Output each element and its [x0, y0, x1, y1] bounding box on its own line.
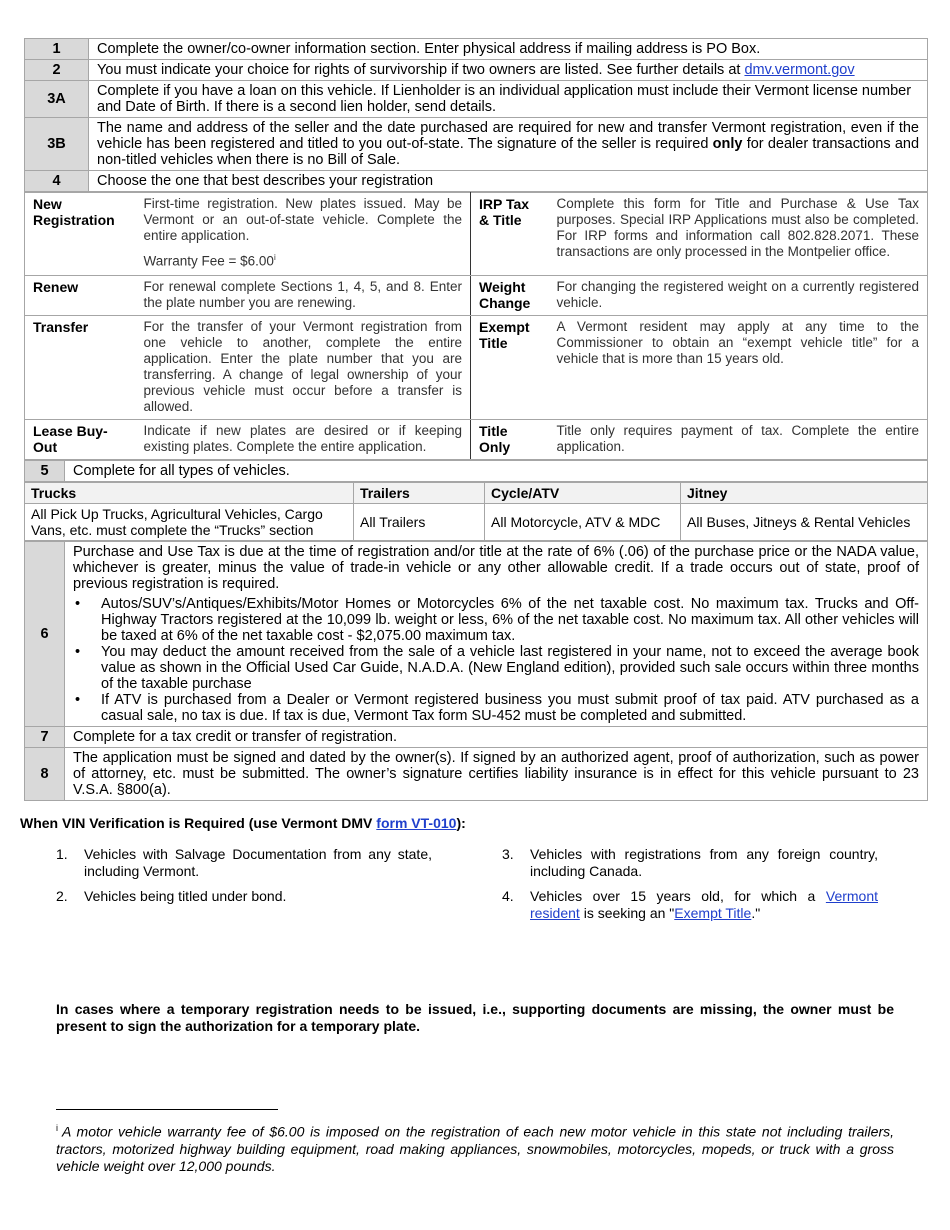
reg-type-label: Title Only [471, 420, 549, 460]
section-row-4 [25, 171, 928, 192]
list-item [75, 596, 919, 644]
reg-type-desc: For the transfer of your Vermont registration from one vehicle to another, complete the entire application. Enter the plate number that you are transferring. A change of legal ownership of your previous vehicle must occur before a transfer is allowed. [136, 316, 471, 420]
section-row-3b [25, 118, 928, 171]
section-text: Complete the owner/co-owner information section. Enter physical address if mailing address is PO Box. [89, 39, 928, 60]
reg-type-label: Exempt Title [471, 316, 549, 420]
reg-type-desc: Title only requires payment of tax. Complete the entire application. [549, 420, 928, 460]
reg-type-desc: Complete this form for Title and Purchase & Use Tax purposes. Special IRP Applications must also be completed. For IRP forms and information call 802.828.2071. These transactions are only processed in the Montpelier office. [549, 193, 928, 276]
reg-type-desc [136, 193, 471, 276]
vehicle-types-header [25, 483, 928, 504]
exempt-title-link[interactable]: Exempt Title [674, 905, 752, 921]
section-number: 4 [25, 171, 89, 192]
item-text [530, 888, 878, 922]
bullet-icon: • [75, 644, 81, 660]
reg-row [25, 276, 928, 316]
sections-6-8-table [24, 541, 928, 801]
section-number: 1 [25, 39, 89, 60]
emphasis-only: only [712, 136, 743, 152]
vehicle-types-table [24, 482, 928, 541]
section-text: The application must be signed and dated by the owner(s). If signed by an authorized agent, proof of authorization, such as power of attorney, etc. must be submitted. The owner’s signature certifies liability insurance is in effect for this vehicle pursuant to 23 V.S.A. §800(a). [65, 748, 928, 801]
dmv-website-link[interactable]: dmv.vermont.gov [744, 62, 855, 78]
column-header: Jitney [681, 483, 928, 504]
vin-list [56, 846, 880, 922]
section-text: Complete for all types of vehicles. [65, 461, 928, 482]
section-row-5 [25, 461, 928, 482]
section-text [89, 60, 928, 81]
registration-types-table [24, 192, 928, 460]
reg-type-desc: A Vermont resident may apply at any time to the Commissioner to obtain an “exempt vehicle title” for a vehicle that is more than 15 years old. [549, 316, 928, 420]
bullet-text: If ATV is purchased from a Dealer or Vermont registered business you must submit proof of tax paid. ATV purchased as a casual sale, no tax is due. If tax is due, Vermont Tax form SU-452 must be completed and submitted. [101, 692, 919, 724]
section-number: 8 [25, 748, 65, 801]
reg-row [25, 316, 928, 420]
bullet-text: You may deduct the amount received from the sale of a vehicle last registered in your name, not to exceed the average book value as shown in the Official Used Car Guide, N.A.D.A. (New England edition), provided such sale occurs within three months of the taxable purchase [101, 644, 919, 692]
list-item [75, 644, 919, 692]
section-text: Complete if you have a loan on this vehicle. If Lienholder is an individual application must include their Vermont license number and Date of Birth. If there is a second lien holder, send details. [89, 81, 928, 118]
vermont-resident-link[interactable]: Vermont resident [530, 888, 879, 921]
vehicle-types-row [25, 504, 928, 541]
section-5-table [24, 460, 928, 482]
bullet-icon: • [75, 692, 81, 708]
item-text-start: Vehicles over 15 years old, for which a [530, 888, 816, 904]
column-header: Trailers [354, 483, 485, 504]
section-3b-text-end: for dealer transactions and non-titled vehicles when there is no Bill of Sale. [97, 136, 920, 168]
table-cell: All Motorcycle, ATV & MDC [485, 504, 681, 541]
section-row-2 [25, 60, 928, 81]
section-number: 6 [25, 542, 65, 727]
section-number: 2 [25, 60, 89, 81]
tax-intro: Purchase and Use Tax is due at the time of registration and/or title at the rate of 6% (.06) of the purchase price or the NADA value, whichever is greater, minus the value of trade-in vehicle or any other allowable credit. If a trade occurs out of state, proof of previous registration is required. [73, 544, 919, 592]
item-number: 1. [56, 846, 68, 862]
item-text: Vehicles being titled under bond. [84, 888, 287, 904]
column-header: Trucks [25, 483, 354, 504]
section-row-6 [25, 542, 928, 727]
section-row-3a [25, 81, 928, 118]
list-item [56, 846, 432, 880]
new-registration-desc: First-time registration. New plates issued. May be Vermont or an out-of-state vehicle. Complete the entire application. [143, 196, 462, 243]
list-item [502, 888, 878, 922]
sections-1-4-table [24, 38, 928, 192]
reg-row [25, 420, 928, 460]
reg-type-desc: For renewal complete Sections 1, 4, 5, and 8. Enter the plate number you are renewing. [136, 276, 471, 316]
item-number: 4. [502, 888, 514, 904]
reg-type-desc: Indicate if new plates are desired or if keeping existing plates. Complete the entire application. [136, 420, 471, 460]
reg-type-label: Lease Buy-Out [25, 420, 136, 460]
bullet-text: Autos/SUV’s/Antiques/Exhibits/Motor Homes or Motorcycles 6% of the net taxable cost. No maximum tax. Trucks and Off-Highway Tractors registered at the 10,099 lb. weight or less, 6% of the net taxable cost. No maximum tax. All other vehicles will be taxed at 6% of the net taxable cost - $2,075.00 maximum tax. [101, 596, 919, 644]
reg-type-desc: For changing the registered weight on a currently registered vehicle. [549, 276, 928, 316]
item-text: Vehicles with Salvage Documentation from any state, including Vermont. [84, 846, 432, 879]
section-number: 7 [25, 727, 65, 748]
tax-bullets [73, 596, 919, 724]
section-row-8 [25, 748, 928, 801]
item-text: Vehicles with registrations from any foreign country, including Canada. [530, 846, 878, 879]
vin-heading [20, 815, 466, 831]
instructions-sheet [24, 38, 927, 801]
list-item [502, 846, 878, 880]
section-2-text: You must indicate your choice for rights of survivorship if two owners are listed. See further details at [97, 62, 741, 78]
list-item [75, 692, 919, 724]
vin-heading-end: ): [456, 815, 466, 831]
footnote [56, 1120, 894, 1175]
warranty-fee-text: Warranty Fee = $6.00 [143, 253, 274, 269]
reg-type-label: Renew [25, 276, 136, 316]
section-number: 3B [25, 118, 89, 171]
section-row-1 [25, 39, 928, 60]
section-row-7 [25, 727, 928, 748]
footnote-divider [56, 1109, 278, 1110]
section-number: 3A [25, 81, 89, 118]
reg-type-label: New Registration [25, 193, 136, 276]
bullet-icon: • [75, 596, 81, 612]
item-text-mid: is seeking an " [583, 905, 675, 921]
item-number: 2. [56, 888, 68, 904]
column-header: Cycle/ATV [485, 483, 681, 504]
section-text: Complete for a tax credit or transfer of registration. [65, 727, 928, 748]
temporary-registration-note: In cases where a temporary registration needs to be issued, i.e., supporting documents are missing, the owner must be present to sign the authorization for a temporary plate. [56, 1001, 894, 1034]
footnote-mark: i [56, 1123, 58, 1133]
section-text [65, 542, 928, 727]
table-cell: All Trailers [354, 504, 485, 541]
item-number: 3. [502, 846, 514, 862]
list-item [56, 888, 432, 922]
section-text [89, 118, 928, 171]
table-cell: All Pick Up Trucks, Agricultural Vehicles, Cargo Vans, etc. must complete the “Trucks” section [25, 504, 354, 541]
footnote-text: A motor vehicle warranty fee of $6.00 is imposed on the registration of each new motor vehicle in this state not including trailers, tractors, motorized highway building equipment, road making appliances, snowmobiles, motorcycles, mopeds, or truck with a gross vehicle weight over 12,000 pounds. [56, 1123, 894, 1174]
reg-type-label: Weight Change [471, 276, 549, 316]
section-3b-text: The name and address of the seller and the date purchased are required for new and transfer Vermont registration, even if the vehicle has been registered and titled to you out-of-state. The signature of the seller is required [97, 120, 919, 152]
reg-type-label: Transfer [25, 316, 136, 420]
vin-heading-text: When VIN Verification is Required (use Vermont DMV [20, 815, 373, 831]
section-number: 5 [25, 461, 65, 482]
section-text: Choose the one that best describes your registration [89, 171, 928, 192]
reg-type-label: IRP Tax & Title [471, 193, 549, 276]
table-cell: All Buses, Jitneys & Rental Vehicles [681, 504, 928, 541]
warranty-fee [144, 250, 463, 270]
form-vt-010-link[interactable]: form VT-010 [376, 815, 457, 831]
reg-row [25, 193, 928, 276]
item-text-end: ." [751, 905, 761, 921]
footnote-ref: i [273, 253, 276, 262]
